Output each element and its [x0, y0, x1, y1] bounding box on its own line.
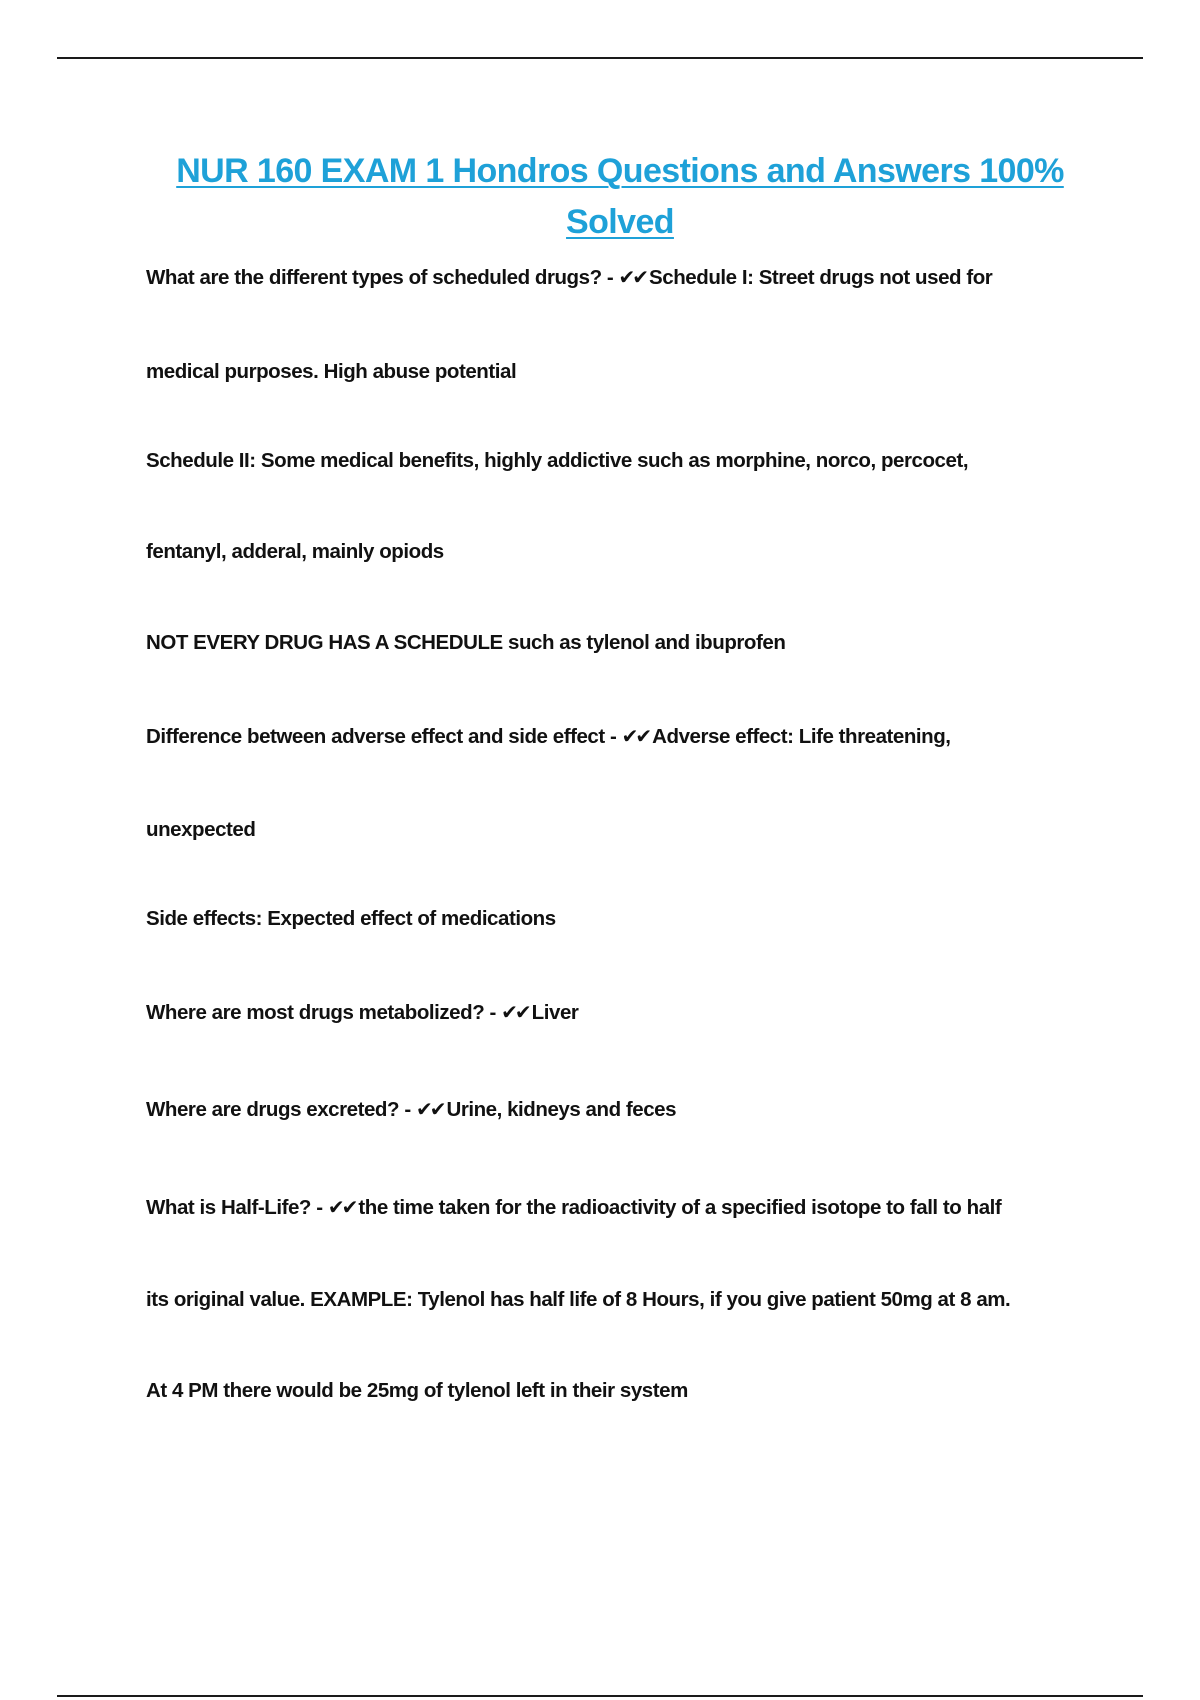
qa-4-answer-start: Urine, kidneys and feces [446, 1098, 677, 1121]
double-check-icon: ✔✔ [327, 1195, 356, 1219]
qa-1-answer-line-2: Schedule II: Some medical benefits, highly addictive such as morphine, norco, percocet, [146, 449, 969, 472]
qa-3-question-line [146, 999, 1106, 1026]
title-line-2: Solved [566, 203, 674, 241]
qa-1-answer-line-3: fentanyl, adderal, mainly opiods [146, 540, 444, 563]
qa-2-question: Difference between adverse effect and side effect [146, 725, 605, 748]
qa-3-answer-start: Liver [531, 1001, 579, 1024]
qa-2-answer-line-2: Side effects: Expected effect of medications [146, 907, 556, 930]
qa-5-question-line [146, 1194, 1106, 1221]
qa-5-answer-line-2: At 4 PM there would be 25mg of tylenol left in their system [146, 1379, 688, 1402]
qa-3-separator: - [484, 1001, 502, 1024]
qa-2-answer-line-1: unexpected [146, 818, 256, 841]
double-check-icon: ✔✔ [618, 265, 647, 289]
qa-1-question-line [146, 264, 1106, 291]
qa-1-answer-line-1: medical purposes. High abuse potential [146, 360, 517, 383]
footer-rule [57, 1695, 1143, 1697]
double-check-icon: ✔✔ [501, 1000, 529, 1024]
qa-1-answer-start: Schedule I: Street drugs not used for [649, 266, 993, 289]
qa-4-question-line [146, 1096, 1106, 1123]
qa-5-separator: - [311, 1196, 328, 1219]
qa-3-question: Where are most drugs metabolized? [146, 1001, 485, 1024]
title-line-1: NUR 160 EXAM 1 Hondros Questions and Answers 100% [176, 152, 1064, 190]
qa-1-answer-line-4: NOT EVERY DRUG HAS A SCHEDULE such as tylenol and ibuprofen [146, 631, 786, 654]
qa-5-answer-line-1: its original value. EXAMPLE: Tylenol has half life of 8 Hours, if you give patient 50mg at 8 am. [146, 1288, 1011, 1311]
qa-2-question-line [146, 723, 1106, 750]
qa-5-question: What is Half-Life? [146, 1196, 312, 1219]
double-check-icon: ✔✔ [621, 724, 650, 748]
double-check-icon: ✔✔ [415, 1097, 444, 1121]
qa-4-question: Where are drugs excreted? [146, 1098, 400, 1121]
qa-2-separator: - [604, 725, 622, 748]
qa-4-separator: - [399, 1098, 416, 1121]
header-rule [57, 57, 1143, 59]
qa-1-separator: - [601, 266, 619, 289]
document-title[interactable] [140, 146, 1100, 248]
qa-2-answer-start: Adverse effect: Life threatening, [652, 725, 951, 748]
qa-1-question: What are the different types of scheduled drugs? [146, 266, 602, 289]
qa-5-answer-start: the time taken for the radioactivity of a specified isotope to fall to half [358, 1196, 1002, 1219]
